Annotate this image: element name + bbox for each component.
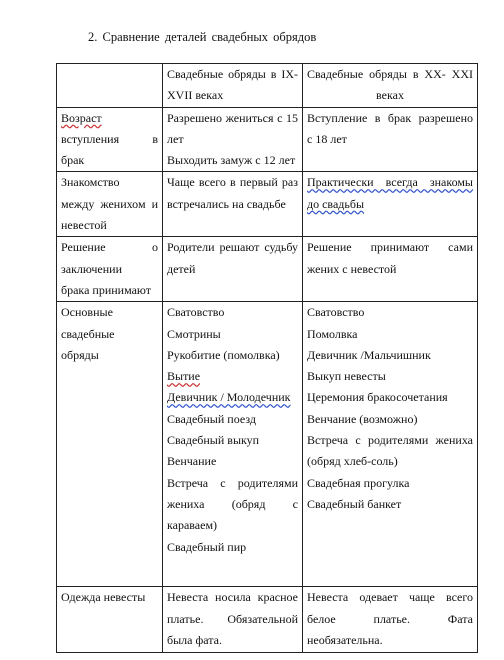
comparison-table [56,63,478,653]
row-label: Основные свадебные обряды [57,302,163,587]
header-text: веках [376,88,404,103]
row-label: Знакомство между женихом и невестой [57,172,163,237]
table-row [57,107,478,172]
cell-modern: Вступление в брак разрешено с 18 лет [303,107,478,172]
section-heading: 2. Сравнение деталей свадебных обрядов [88,30,317,44]
cell-past: Невеста носила красное платье. Обязательной была фата. [163,587,303,653]
cell-modern: Решение принимают сами жених с невестой [303,237,478,302]
header-cell-21st [303,64,478,108]
cell-modern: Сватовство Помолвка Девичник /Мальчишник Выкуп невесты Церемония бракосочетания Венчание (возможно) Встреча с родителями жениха (обряд хлеб-соль) Свадебная прогулка Свадебный банкет [303,302,478,587]
cell-modern: Невеста одевает чаще всего белое платье. Фата необязательна. [303,587,478,653]
cell-past: Сватовство Смотрины Рукобитие (помолвка) Вытие Девичник / Молодечник Свадебный поезд Свадебный выкуп Венчание Встреча с родителями жениха (обряд с караваем) Свадебный пир [163,302,303,587]
row-label: Одежда невесты [57,587,163,653]
table-row [57,237,478,302]
cell-past: Разрешено жениться с 15 лет Выходить замуж с 12 лет [163,107,303,172]
table-row [57,302,478,587]
table-row [57,172,478,237]
row-label: Возраст вступления в брак [57,107,163,172]
header-cell-empty [57,64,163,108]
header-text: Свадебные обряды в IX- [167,67,298,81]
cell-past: Родители решают судьбу детей [163,237,303,302]
table-row [57,587,478,653]
cell-modern: Практически всегда знакомы до свадьбы [303,172,478,237]
table-header-row [57,64,478,108]
header-text: Свадебные обряды в XX- XXI [307,67,473,81]
row-label: Решение о заключении брака принимают [57,237,163,302]
header-cell-17th [163,64,303,108]
header-text: XVII веках [167,88,224,103]
cell-past: Чаще всего в первый раз встречались на свадьбе [163,172,303,237]
